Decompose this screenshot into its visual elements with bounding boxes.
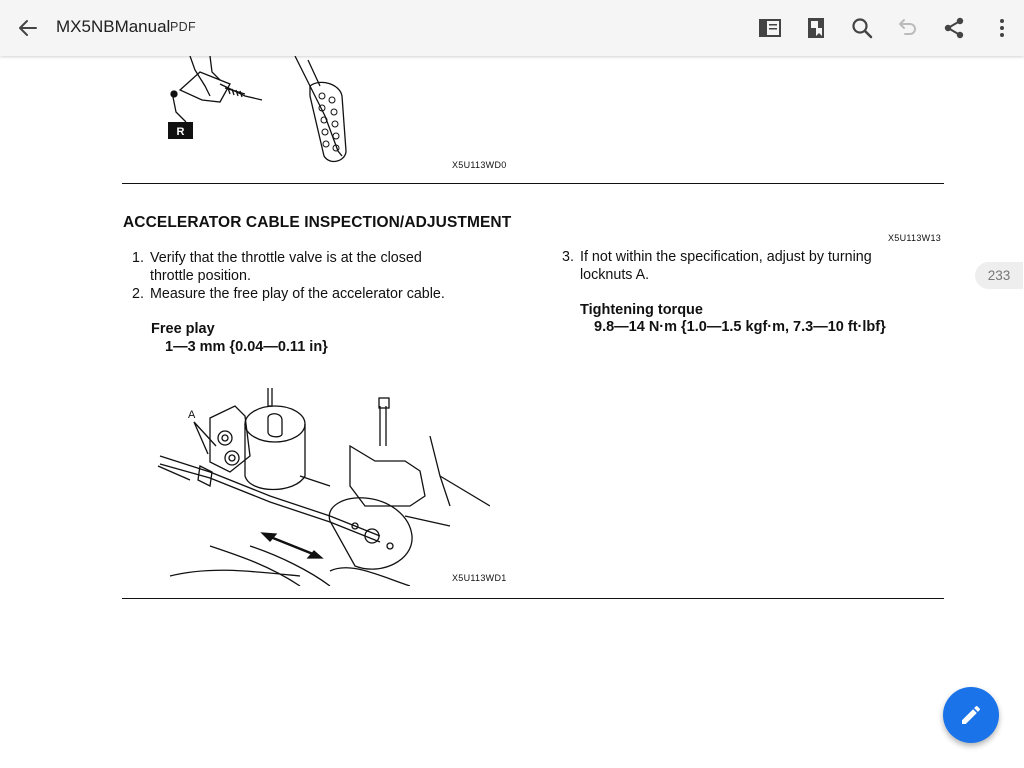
back-button[interactable]	[14, 14, 42, 42]
search-button[interactable]	[848, 14, 876, 42]
sidebar-view-button[interactable]	[756, 14, 784, 42]
sidebar-view-icon	[756, 14, 784, 42]
bookmark-panel-icon	[802, 14, 830, 42]
pdf-page[interactable]	[0, 56, 1024, 768]
throttle-cable-diagram	[150, 376, 490, 586]
search-icon	[848, 14, 876, 42]
free-play-label: Free play	[151, 321, 215, 337]
document-title: MX5NBManual	[56, 17, 171, 36]
undo-button[interactable]	[893, 14, 921, 42]
diagram-label-a: A	[188, 409, 196, 421]
section-ref: X5U113W13	[888, 233, 942, 243]
free-play-value: 1—3 mm {0.04—0.11 in}	[165, 339, 328, 355]
section-heading: ACCELERATOR CABLE INSPECTION/ADJUSTMENT	[123, 214, 512, 231]
pedal-diagram	[150, 56, 380, 176]
bottom-figure-ref: X5U113WD1	[452, 573, 507, 583]
top-figure-ref: X5U113WD0	[452, 160, 507, 170]
app-bar	[0, 0, 1024, 56]
step-3	[562, 248, 942, 284]
edit-fab-button[interactable]	[943, 687, 999, 743]
step-2	[132, 285, 512, 303]
divider-top	[122, 183, 944, 184]
diagram-badge-r: R	[176, 126, 185, 138]
tightening-torque-value: 9.8—14 N·m {1.0—1.5 kgf·m, 7.3—10 ft·lbf}	[594, 319, 886, 335]
step-1	[132, 249, 512, 285]
step-text: Measure the free play of the accelerator cable.	[150, 286, 445, 302]
divider-bottom	[122, 598, 944, 599]
more-vert-icon	[988, 14, 1016, 42]
edit-pencil-icon	[959, 703, 983, 727]
step-text: If not within the specification, adjust by turning	[580, 249, 872, 265]
page-number-badge[interactable]: 233	[975, 262, 1023, 289]
step-number: 3.	[562, 249, 574, 265]
step-number: 1.	[132, 250, 144, 266]
share-button[interactable]	[940, 14, 968, 42]
tightening-torque-label: Tightening torque	[580, 302, 703, 318]
step-text-continued: locknuts A.	[580, 267, 650, 283]
step-number: 2.	[132, 286, 144, 302]
undo-icon	[893, 14, 921, 42]
step-text-continued: throttle position.	[150, 268, 251, 284]
step-text: Verify that the throttle valve is at the closed	[150, 250, 422, 266]
bookmarks-button[interactable]	[802, 14, 830, 42]
share-icon	[940, 14, 968, 42]
more-options-button[interactable]	[988, 14, 1016, 42]
file-type-label: PDF	[170, 20, 196, 34]
back-arrow-icon	[14, 14, 42, 42]
